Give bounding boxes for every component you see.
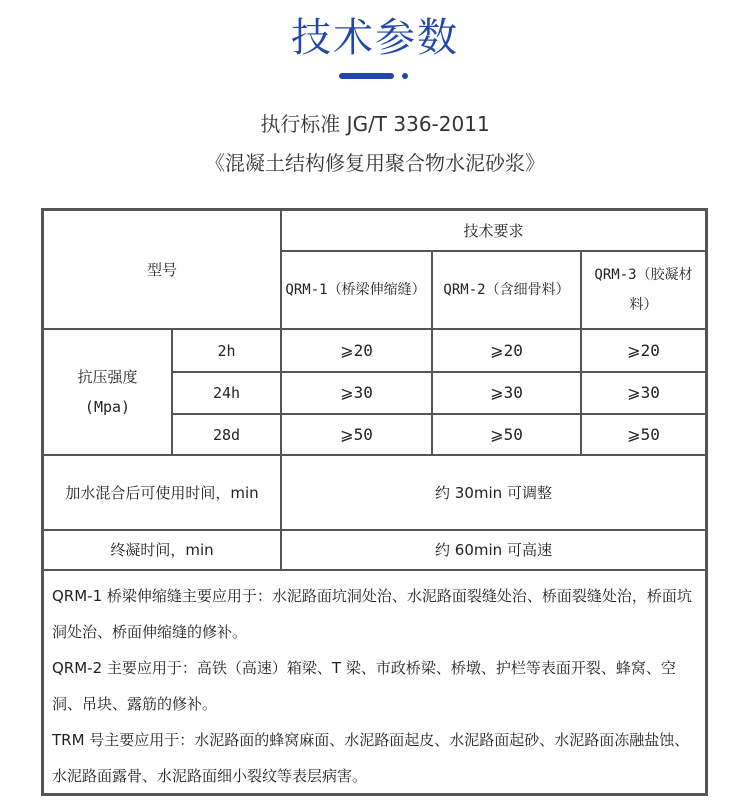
time-2h: 2h (217, 341, 236, 360)
value-cell: ⩾30 (340, 383, 373, 402)
value-cell: ⩾20 (340, 340, 373, 360)
value-cell: ⩾30 (627, 383, 660, 402)
page-title: 技术参数 (291, 15, 459, 61)
note-qrm-2: QRM-2 主要应用于：高铁（高速）箱梁、T 梁、市政桥梁、桥墩、护栏等表面开裂、蜂窝、空洞、吊块、露筋的修补。 (52, 659, 676, 713)
value-cell: ⩾50 (627, 424, 660, 444)
model-header: 型号 (146, 260, 177, 279)
strength-label-text: 抗压强度 (77, 368, 138, 386)
usable-time-value: 约 30min 可调整 (435, 483, 552, 502)
note-qrm-1: QRM-1 桥梁伸缩缝主要应用于：水泥路面坑洞处治、水泥路面裂缝处治、桥面裂缝处治，桥面坑洞处治、桥面伸缩缝的修补。 (52, 587, 692, 641)
compressive-strength-label (44, 330, 171, 454)
spec-table (41, 208, 708, 796)
usable-time-label: 加水混合后可使用时间，min (65, 483, 259, 502)
time-24h: 24h (212, 384, 241, 402)
standard-book-title: 《混凝土结构修复用聚合物水泥砂浆》 (205, 151, 545, 175)
model-qrm-3: QRM-3（胶凝材料） (594, 267, 693, 313)
model-qrm-1: QRM-1（桥梁伸缩缝） (285, 282, 426, 298)
value-cell: ⩾50 (490, 424, 523, 444)
model-qrm-2: QRM-2（含细骨料） (443, 282, 570, 298)
accent-bar (339, 73, 394, 79)
final-set-label: 终凝时间，min (110, 541, 214, 559)
time-28d: 28d (212, 425, 241, 444)
final-set-value: 约 60min 可高速 (435, 541, 552, 559)
value-cell: ⩾20 (627, 340, 660, 360)
note-trm: TRM 号主要应用于：水泥路面的蜂窝麻面、水泥路面起皮、水泥路面起砂、水泥路面冻融盐蚀、水泥路面露骨、水泥路面细小裂纹等表层病害。 (52, 731, 690, 785)
standard-line: 执行标准 JG/T 336-2011 (260, 112, 490, 136)
application-notes (52, 578, 700, 794)
value-cell: ⩾20 (490, 340, 523, 360)
grid-line (44, 569, 705, 571)
value-cell: ⩾30 (490, 383, 523, 402)
accent-dot (402, 73, 408, 79)
value-cell: ⩾50 (340, 424, 373, 444)
strength-unit-text: (Mpa) (84, 398, 131, 416)
tech-requirements-header: 技术要求 (463, 221, 524, 240)
